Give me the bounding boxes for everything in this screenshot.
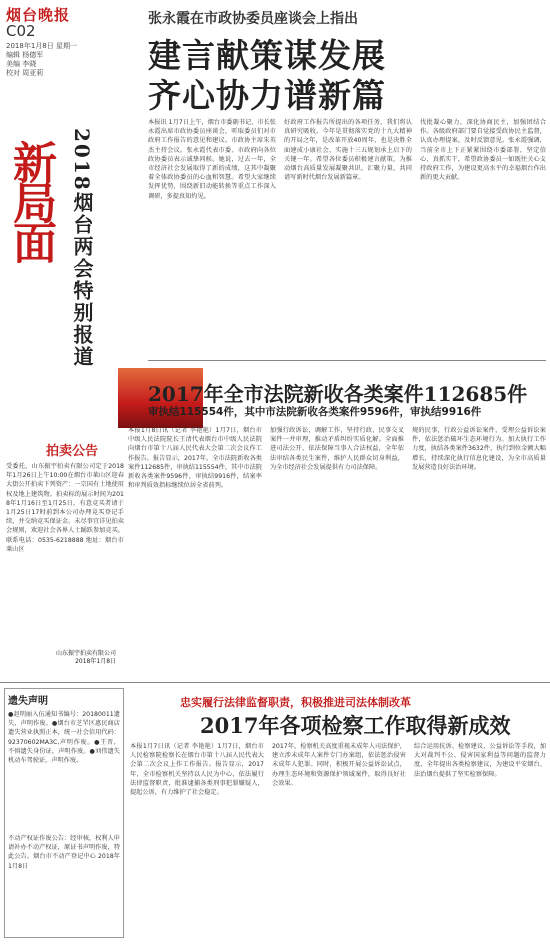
auction-notice-signature (56, 650, 116, 666)
property-cert-notice: 不动产权证作废公告：经审核，权利人申请补办不动产权证，原证书声明作废，特此公告。烟台市不动产登记中心 2018年1月8日 (8, 835, 120, 870)
story3-column-1: 本报1月7日讯（记者 李艳艳）1月7日，烟台市人民检察院检察长在烟台市第十八届人民代表大会第二次会议上作工作报告。报告显示，2017年，全市检察机关坚持以人民为中心，依法履行法律监督职责，批准逮捕各类刑事犯罪嫌疑人，提起公诉，有力维护了社会稳定。 (130, 743, 264, 797)
newspaper-logo: 烟台晚报 (6, 6, 71, 24)
auction-notice-title: 拍卖公告 (46, 444, 99, 459)
issue-date: 2018年1月8日 星期一 (6, 42, 77, 50)
story1-column-3: 伐批凝心聚力，深化协商民主，加强团结合作。各级政府部门要自觉接受政协民主监督，认真办理提案，及时反馈意见。张永霞强调，当前全市上下正紧紧围绕市委部署，坚定信心，真抓实干，希望政协委员一如既往关心支持政府工作，为建设更高水平的幸福烟台作出新的更大贡献。 (420, 119, 546, 182)
story1-kicker: 张永霞在市政协委员座谈会上指出 (148, 11, 358, 27)
story3-column-3: 综合运用抗诉、检察建议、公益诉讼等手段，加大对裁判不公、侵害国家利益等问题的监督力度，全年提出各类检察建议，为建设平安烟台、法治烟台提供了坚实检察保障。 (414, 743, 546, 778)
lost-notices-box (4, 688, 124, 938)
proof-credit: 校对 周亚莉 (6, 69, 44, 77)
story3-title: 2017年各项检察工作取得新成效 (200, 713, 511, 738)
story1-column-2: 好政府工作报告所提出的各项任务，我们将认真研究吸收。今年是贯彻落实党的十九大精神的开局之年，是改革开放40周年，也是决胜全面建成小康社会、实施十三五规划承上启下的关键一年。希望各位委员积极建言献策，为推动烟台高质量发展凝聚共识、汇聚力量，共同谱写新时代烟台发展新篇章。 (284, 119, 412, 182)
story2-column-3: 规的民事，行政公益诉讼案件，受理公益诉讼案件，依法惩治破坏生态环境行为。加大执行工作力度，执结各类案件3632件，执行到位金额大幅增长，持续深化执行信息化建设，为全市高质量发展营造良好法治环境。 (412, 427, 546, 471)
divider (148, 360, 546, 361)
auction-date: 2018年1月8日 (75, 658, 117, 665)
lost-notices-body: ●赵明丽入伍通知书编号：20180011遗失，声明作废。●烟台市芝罘区惠民商店遗失营业执照正本，统一社会信用代码：92370602MA3C,声明作废。●王晋，不慎遗失身份证，声明作废。●刘伟遗失机动车驾驶证，声明作废。 (8, 711, 120, 765)
special-banner: 新局面 (5, 140, 56, 260)
editor-credit: 编辑 杨德军 (6, 51, 44, 59)
story1-title-line2: 齐心协力谱新篇 (148, 76, 386, 115)
auction-notice-body: 受委托，山东振宇拍卖有限公司定于2018年1月26日上午10:00在烟台市莱山区迎春大街公开拍卖下列资产：一宗国有土地使用权及地上建筑物。拍卖标的展示时间为2018年1月16日至1月25日，有意竞买者请于1月25日17时前到本公司办理竞买登记手续，并交纳竞买保证金。未尽事宜详见拍卖会规则，欢迎社会各界人士踊跃参加竞买。联系电话：0535-6218888 地址：烟台市莱山区 (6, 463, 124, 553)
story2-subtitle: 审执结115554件，其中市法院新收各类案件9596件，审执结9916件 (148, 406, 482, 418)
page-number: C02 (6, 22, 36, 40)
story2-column-1: 本报1月8日讯（记者 李艳艳）1月7日，烟台市中级人民法院院长王清代表烟台市中级人民法院向烟台市第十八届人民代表大会第二次会议作工作报告。报告显示，2017年，全市法院新收各类案件112685件，审执结115554件，其中市法院新收各类案件9596件，审执结9916件，结案率和审判质效指标继续位居全省前列。 (128, 427, 262, 490)
story3-subtitle: 忠实履行法律监督职责，积极推进司法体制改革 (180, 696, 411, 709)
divider-lower (0, 682, 550, 683)
special-vertical-title: 2018烟台两会特别报道 (70, 128, 94, 368)
story3-column-2: 2017年，检察机关高度重视未成年人司法保护，建立涉未成年人案件专门办案组，依法惩治侵害未成年人犯罪。同时，积极开展公益诉讼试点，办理生态环境和资源保护领域案件，取得良好社会效果。 (272, 743, 406, 787)
auction-company: 山东振宇拍卖有限公司 (56, 650, 117, 657)
lost-notices-title: 遗失声明 (8, 696, 48, 707)
designer-credit: 美编 李晓 (6, 60, 37, 68)
story2-column-2: 加强行政诉讼，调解工作，坚持行政，民事交叉案件一并审理，推动矛盾纠纷实质化解。全面推进司法公开，依法保障当事人合法权益，全年依法审结各类民生案件，维护人民群众切身利益，为全市经济社会发展提供有力司法保障。 (270, 427, 404, 471)
story1-column-1: 本报讯 1月7日上午，烟台市委副书记、市长张永霞出席市政协委员座谈会，听取委员们对市政府工作报告的意见和建议。市政协主席朱英杰主持会议。张永霞代表市委、市政府向各位政协委员表示诚挚问候。她说，过去一年，全市经济社会发展取得了新的成绩，这其中凝聚着全体政协委员的心血和智慧。希望大家继续发挥优势，围绕新旧动能转换等重点工作深入调研，多提真知灼见。 (148, 119, 276, 200)
story2-title: 2017年全市法院新收各类案件112685件 (148, 382, 528, 406)
story1-title-line1: 建言献策谋发展 (148, 36, 386, 75)
